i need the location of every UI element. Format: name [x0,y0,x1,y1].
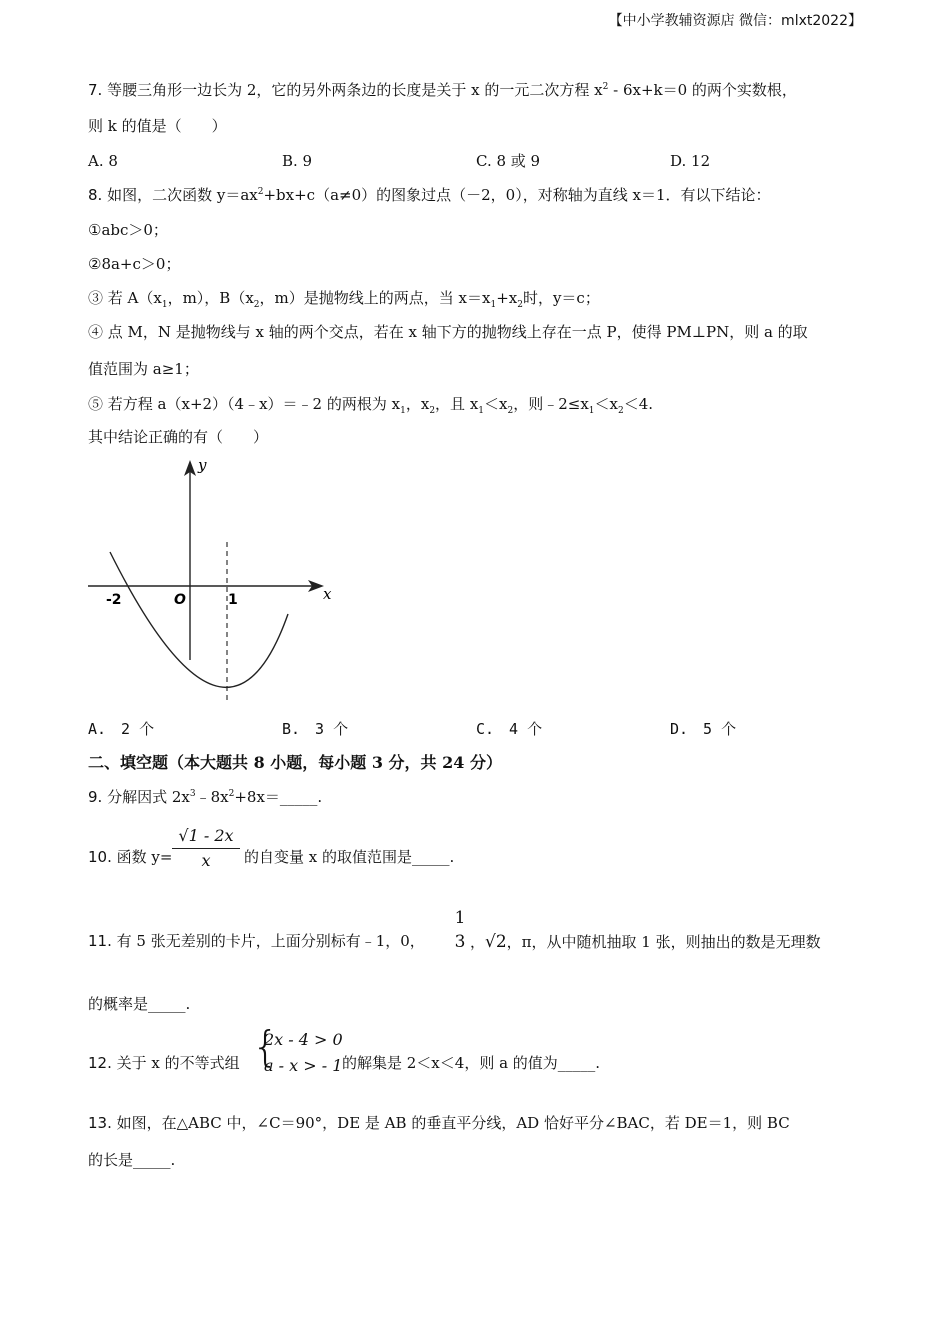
question-11-line-1a: 11. 有 5 张无差别的卡片，上面分别标有﹣1，0， [88,932,425,950]
option-c: C. 8 或 9 [476,152,541,170]
question-10: 10. 函数 y= [88,848,173,866]
question-8-ask: 其中结论正确的有（ ） [88,428,269,446]
question-11-line-2: 的概率是_____. [88,995,191,1013]
option-a: A. 2 个 [88,720,155,738]
question-8-stem: 8. 如图，二次函数 $y=ax^2+bx+c(a\ne 0)$的图象过点（－2，0），对称轴为直线 x＝1．有以下结论： [88,186,771,204]
conclusion-3: ③ 若 $A(x_1$，m），$B(x_2$，m）是抛物线上的两点，当 $x=x_1+x_2$时，y＝c； [88,289,600,310]
system-brace: { [252,1022,279,1071]
y-label: y [198,456,207,474]
inequality-2: a - x > - 1 [264,1056,343,1075]
fraction [172,826,240,870]
question-7-line-1: 7. 等腰三角形一边长为 2，它的另外两条边的长度是关于 x 的一元二次方程 $x^2 - 6x+k=0$ 的两个实数根， [88,81,797,99]
question-number: 10 [88,848,108,866]
parabola-curve [110,552,288,687]
question-number: 13 [88,1114,108,1132]
origin-label: O [174,592,186,608]
shop-header: 【中小学教辅资源店 微信：mlxt2022】 [608,13,862,29]
x-label: x [323,585,332,603]
option-c: C. 4 个 [476,720,543,738]
fraction-denominator: 3 [454,932,466,952]
conclusion-2: ②8a+c＞0； [88,255,181,273]
question-number: 12 [88,1054,108,1072]
question-13-line-2: 的长是_____. [88,1151,176,1169]
neg-two-label: -2 [106,592,122,608]
option-b: B. 3 个 [282,720,349,738]
conclusion-4-line-2: 值范围为 a≥1； [88,360,199,378]
answer-blank: _____ [148,995,186,1013]
one-label: 1 [228,592,238,608]
question-12: 12. 关于 x 的不等式组 [88,1054,240,1072]
fraction-denominator: x [172,848,240,870]
answer-blank: _____ [412,848,450,866]
option-b: B. 9 [282,152,313,170]
conclusion-4-line-1: ④ 点 M，N 是抛物线与 x 轴的两个交点，若在 x 轴下方的抛物线上存在一点 P，使得 PM⊥PN，则 a 的取 [88,323,808,341]
question-number: 8 [88,186,98,204]
option-d: D. 12 [670,152,711,170]
section-title: 二、填空题（本大题共 8 小题，每小题 3 分，共 24 分） [88,753,502,772]
question-9: 9. 分解因式 $2x^3﹣8x^2+8x=\_\_\_\_\_$. [88,788,323,806]
question-11-line-1b: ，√2，π，从中随机抽取 1 张，则抽出的数是无理数 [470,932,821,952]
conclusion-5: ⑤ 若方程 a（x+2）（4﹣x）＝﹣2 的两根为 $x_1$，$x_2$，且 $x_1<x_2$，则$﹣2\le x_1<x_2<4$. [88,395,654,416]
answer-blank: _____ [279,788,318,806]
answer-blank: _____ [557,1054,596,1072]
inequality-1: 2x - 4 > 0 [264,1030,343,1049]
parabola-graph [80,450,350,710]
fraction-numerator: 1 [454,908,466,928]
question-number: 7 [88,81,98,99]
question-number: 11 [88,932,108,950]
fraction-numerator: √1 - 2x [178,826,234,845]
conclusion-1: ①abc＞0； [88,221,168,239]
option-d: D. 5 个 [670,720,737,738]
question-10-tail: 的自变量 x 的取值范围是_____. [244,848,455,866]
question-number: 9 [88,788,98,806]
answer-blank: _____ [133,1151,171,1169]
question-13-line-1: 13. 如图，在△ABC 中，∠C＝90°，DE 是 AB 的垂直平分线，AD 恰好平分∠BAC，若 DE＝1，则 BC [88,1114,790,1132]
option-a: A. 8 [88,152,118,170]
question-12-tail: 的解集是 2＜x＜4，则 a 的值为_____. [342,1054,601,1072]
question-7-line-2: 则 k 的值是（ ） [88,117,227,135]
fraction-one-third [450,908,470,952]
sqrt-two: √2 [485,932,507,952]
